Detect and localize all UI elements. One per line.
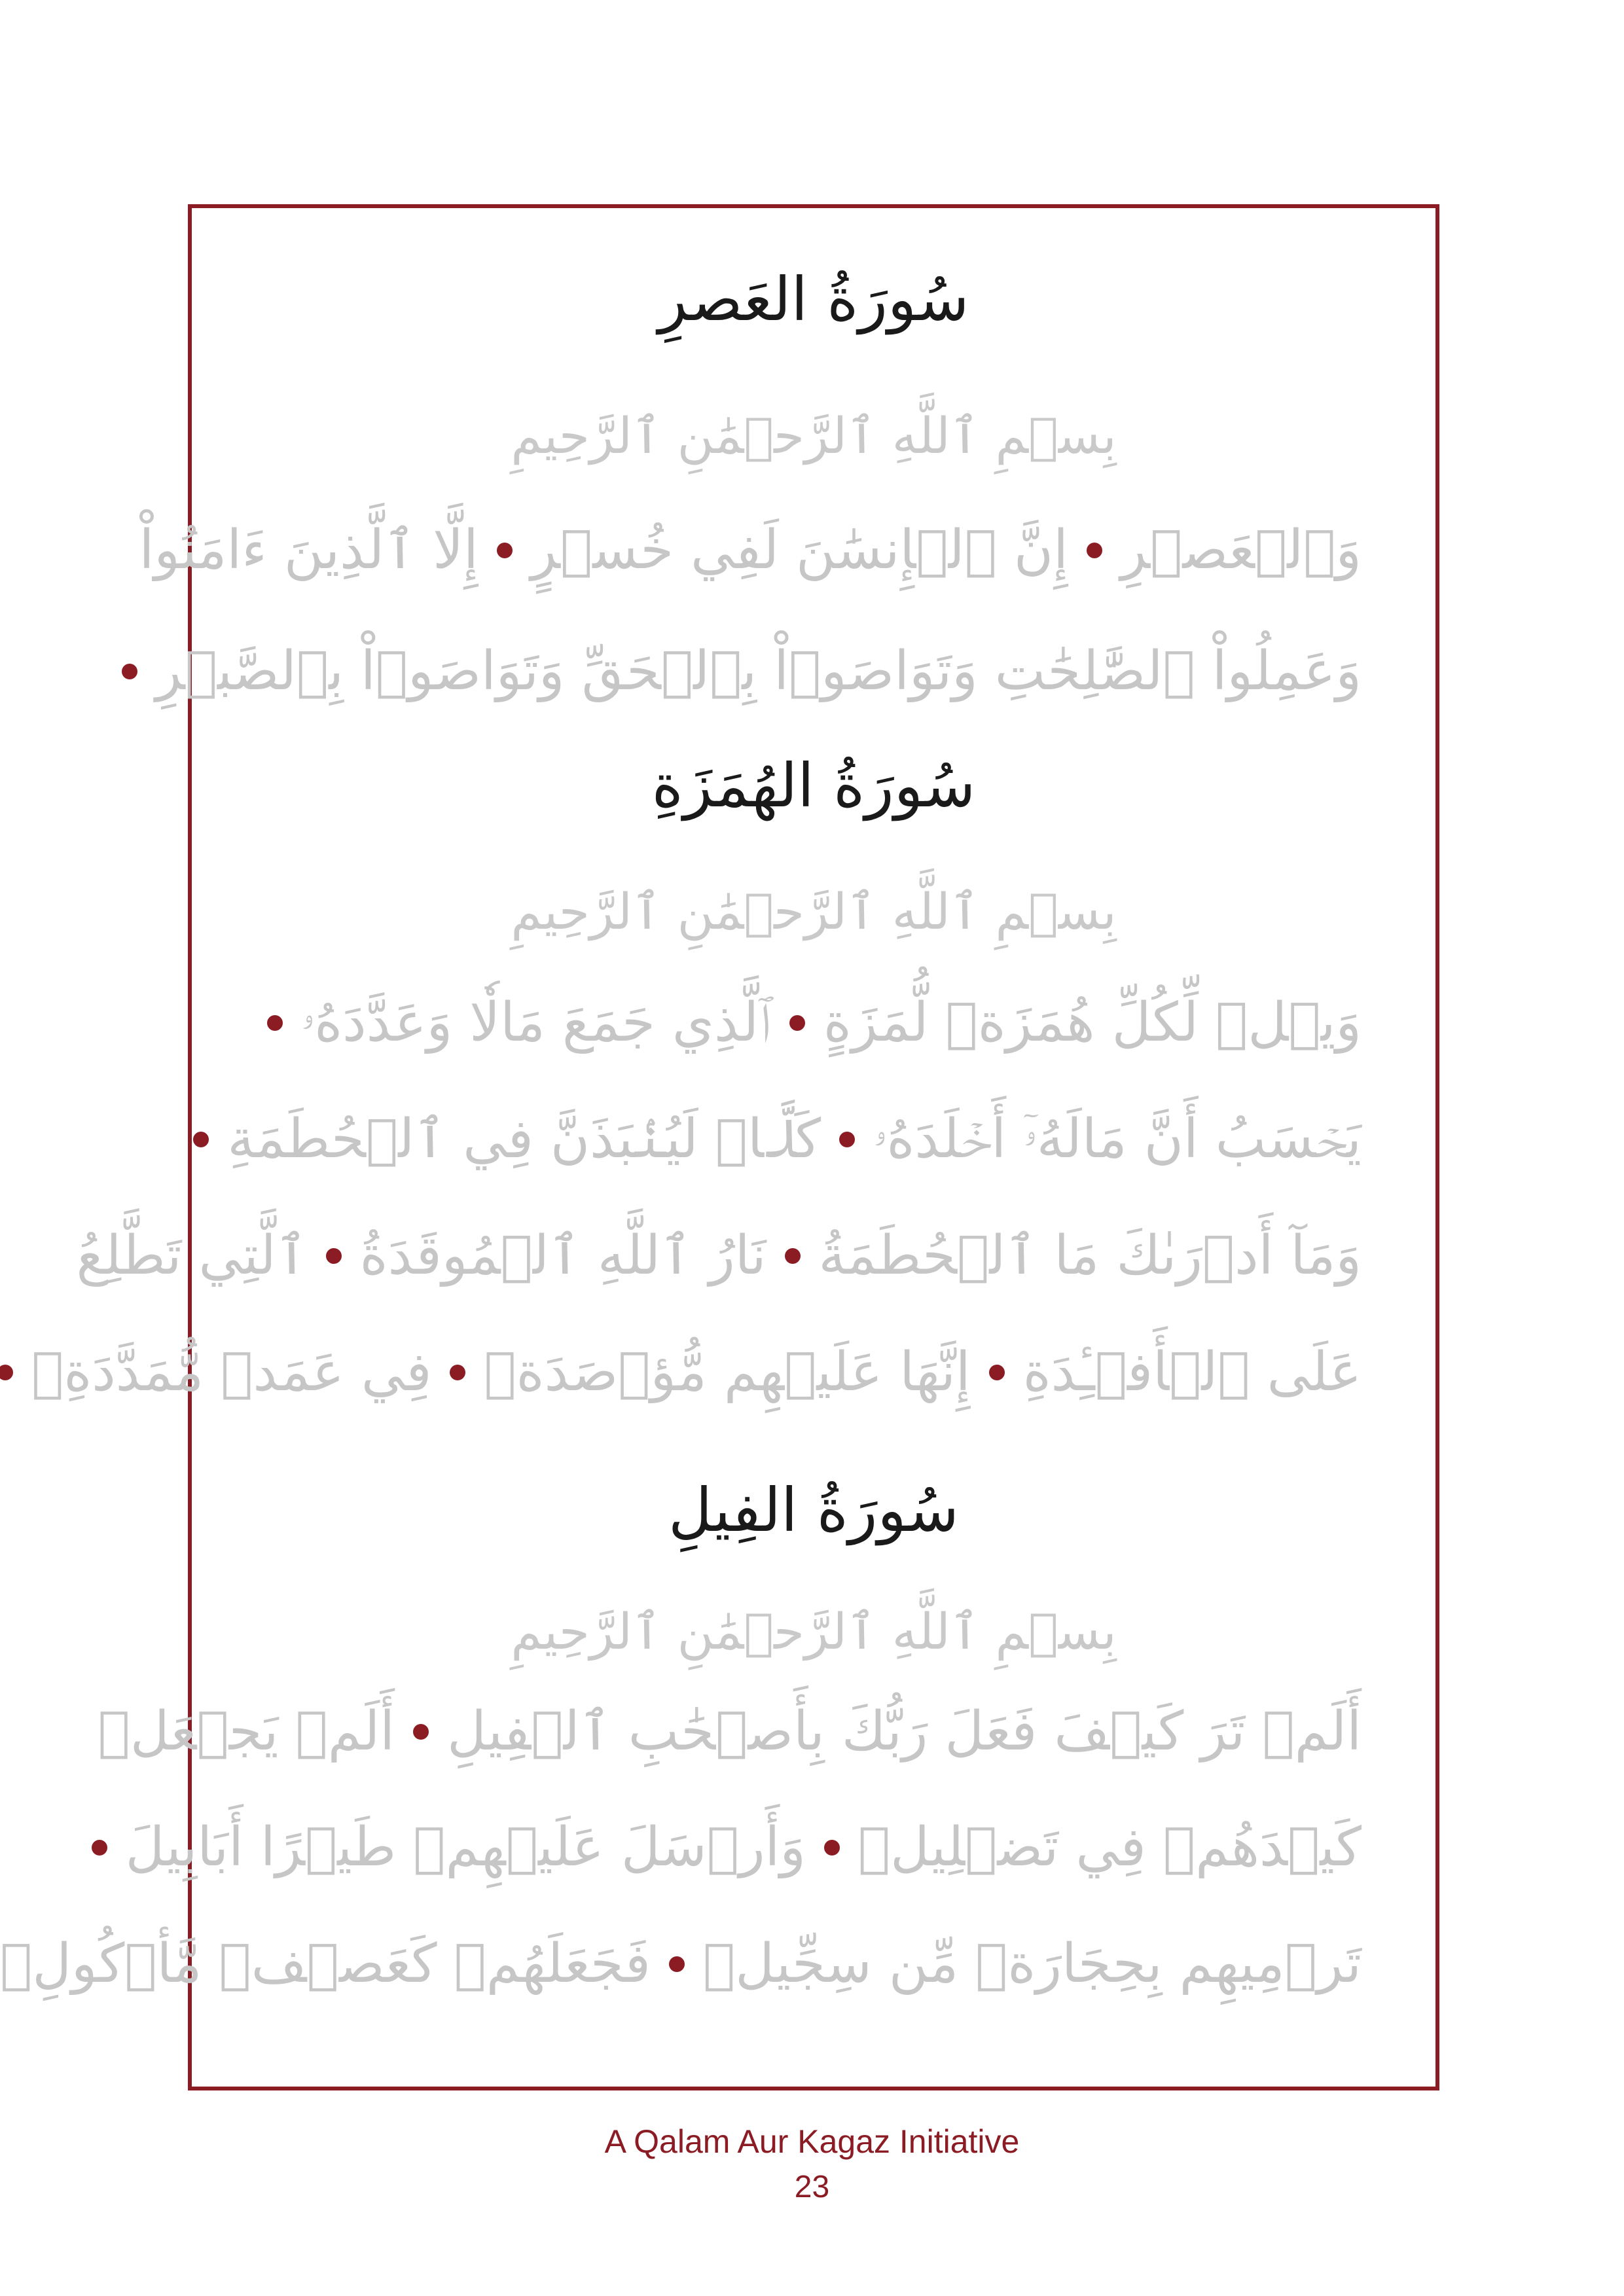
verse-line-fil-3 bbox=[0, 1933, 1362, 1995]
surah-title-fil: سُورَةُ الفِيلِ bbox=[668, 1475, 960, 1545]
surah-title-asr: سُورَةُ العَصرِ bbox=[658, 264, 969, 334]
verse-segment: وَٱلۡعَصۡرِ bbox=[1120, 519, 1362, 581]
verse-segment: فِي عَمَدٖ مُّمَدَّدَةِۭ bbox=[31, 1341, 432, 1403]
verse-segment: وَعَمِلُواْ ٱلصَّٰلِحَٰتِ وَتَوَاصَوۡاْ بِٱلۡحَقِّ وَتَوَاصَوۡاْ بِٱلصَّبۡرِ bbox=[155, 640, 1362, 702]
verse-line-fil-2 bbox=[125, 1816, 1362, 1878]
verse-segment: وَيۡلٞ لِّكُلِّ هُمَزَةٖ لُّمَزَةٍ bbox=[823, 992, 1362, 1054]
verse-end-marker bbox=[789, 1015, 805, 1031]
basmala-humazah: بِسۡمِ ٱللَّهِ ٱلرَّحۡمَٰنِ ٱلرَّحِيمِ bbox=[511, 882, 1117, 941]
verse-segment: تَرۡمِيهِم بِحِجَارَةٖ مِّن سِجِّيلٖ bbox=[703, 1933, 1362, 1995]
verse-end-marker bbox=[497, 543, 513, 558]
verse-end-marker bbox=[839, 1132, 855, 1147]
verse-line-humazah-4 bbox=[31, 1341, 1362, 1403]
verse-end-marker bbox=[122, 664, 137, 679]
verse-segment: وَأَرۡسَلَ عَلَيۡهِمۡ طَيۡرًا أَبَابِيلَ bbox=[125, 1816, 806, 1878]
verse-line-asr-1 bbox=[139, 519, 1362, 581]
verse-segment: نَارُ ٱللَّهِ ٱلۡمُوقَدَةُ bbox=[359, 1225, 767, 1287]
verse-segment: وَمَآ أَدۡرَىٰكَ مَا ٱلۡحُطَمَةُ bbox=[818, 1225, 1362, 1287]
verse-end-marker bbox=[450, 1365, 465, 1380]
surah-title-humazah: سُورَةُ الهُمَزَةِ bbox=[651, 751, 976, 821]
verse-end-marker bbox=[1087, 543, 1102, 558]
verse-end-marker bbox=[92, 1840, 107, 1856]
verse-end-marker bbox=[785, 1248, 801, 1264]
basmala-asr: بِسۡمِ ٱللَّهِ ٱلرَّحۡمَٰنِ ٱلرَّحِيمِ bbox=[511, 406, 1117, 465]
verse-line-asr-2 bbox=[155, 640, 1362, 702]
verse-end-marker bbox=[0, 1365, 13, 1380]
verse-segment: فَجَعَلَهُمۡ كَعَصۡفٖ مَّأۡكُولِۭ bbox=[0, 1933, 651, 1995]
verse-end-marker bbox=[669, 1956, 685, 1972]
verse-line-humazah-2 bbox=[227, 1108, 1362, 1170]
verse-segment: أَلَمۡ تَرَ كَيۡفَ فَعَلَ رَبُّكَ بِأَصۡحَٰبِ ٱلۡفِيلِ bbox=[447, 1700, 1362, 1763]
verse-line-fil-1 bbox=[98, 1700, 1362, 1763]
verse-end-marker bbox=[326, 1248, 342, 1264]
verse-end-marker bbox=[824, 1840, 840, 1856]
basmala-fil: بِسۡمِ ٱللَّهِ ٱلرَّحۡمَٰنِ ٱلرَّحِيمِ bbox=[511, 1602, 1117, 1660]
verse-segment: إِلَّا ٱلَّذِينَ ءَامَنُواْ bbox=[139, 519, 478, 581]
verse-segment: إِنَّ ٱلۡإِنسَٰنَ لَفِي خُسۡرٍ bbox=[530, 519, 1068, 581]
verse-line-humazah-1 bbox=[262, 992, 1362, 1054]
verse-segment: كَيۡدَهُمۡ فِي تَضۡلِيلٖ bbox=[857, 1816, 1362, 1878]
verse-segment: أَلَمۡ يَجۡعَلۡ bbox=[98, 1700, 395, 1763]
verse-end-marker bbox=[989, 1365, 1005, 1380]
verse-segment: كَلَّاۖ لَيُنۢبَذَنَّ فِي ٱلۡحُطَمَةِ bbox=[227, 1108, 821, 1170]
verse-segment: ٱلَّتِي تَطَّلِعُ bbox=[76, 1225, 308, 1287]
verse-end-marker bbox=[267, 1015, 283, 1031]
footer-credit: A Qalam Aur Kagaz Initiative bbox=[604, 2123, 1020, 2160]
verse-segment: ٱلَّذِي جَمَعَ مَالٗا وَعَدَّدَهُۥ bbox=[300, 992, 771, 1054]
verse-end-marker bbox=[413, 1724, 429, 1740]
verse-segment: يَحۡسَبُ أَنَّ مَالَهُۥٓ أَخۡلَدَهُۥ bbox=[873, 1108, 1362, 1170]
verse-segment: عَلَى ٱلۡأَفۡـِٔدَةِ bbox=[1022, 1341, 1362, 1403]
verse-line-humazah-3 bbox=[76, 1225, 1362, 1287]
verse-segment: إِنَّهَا عَلَيۡهِم مُّؤۡصَدَةٞ bbox=[484, 1341, 971, 1403]
page-number: 23 bbox=[794, 2170, 830, 2204]
